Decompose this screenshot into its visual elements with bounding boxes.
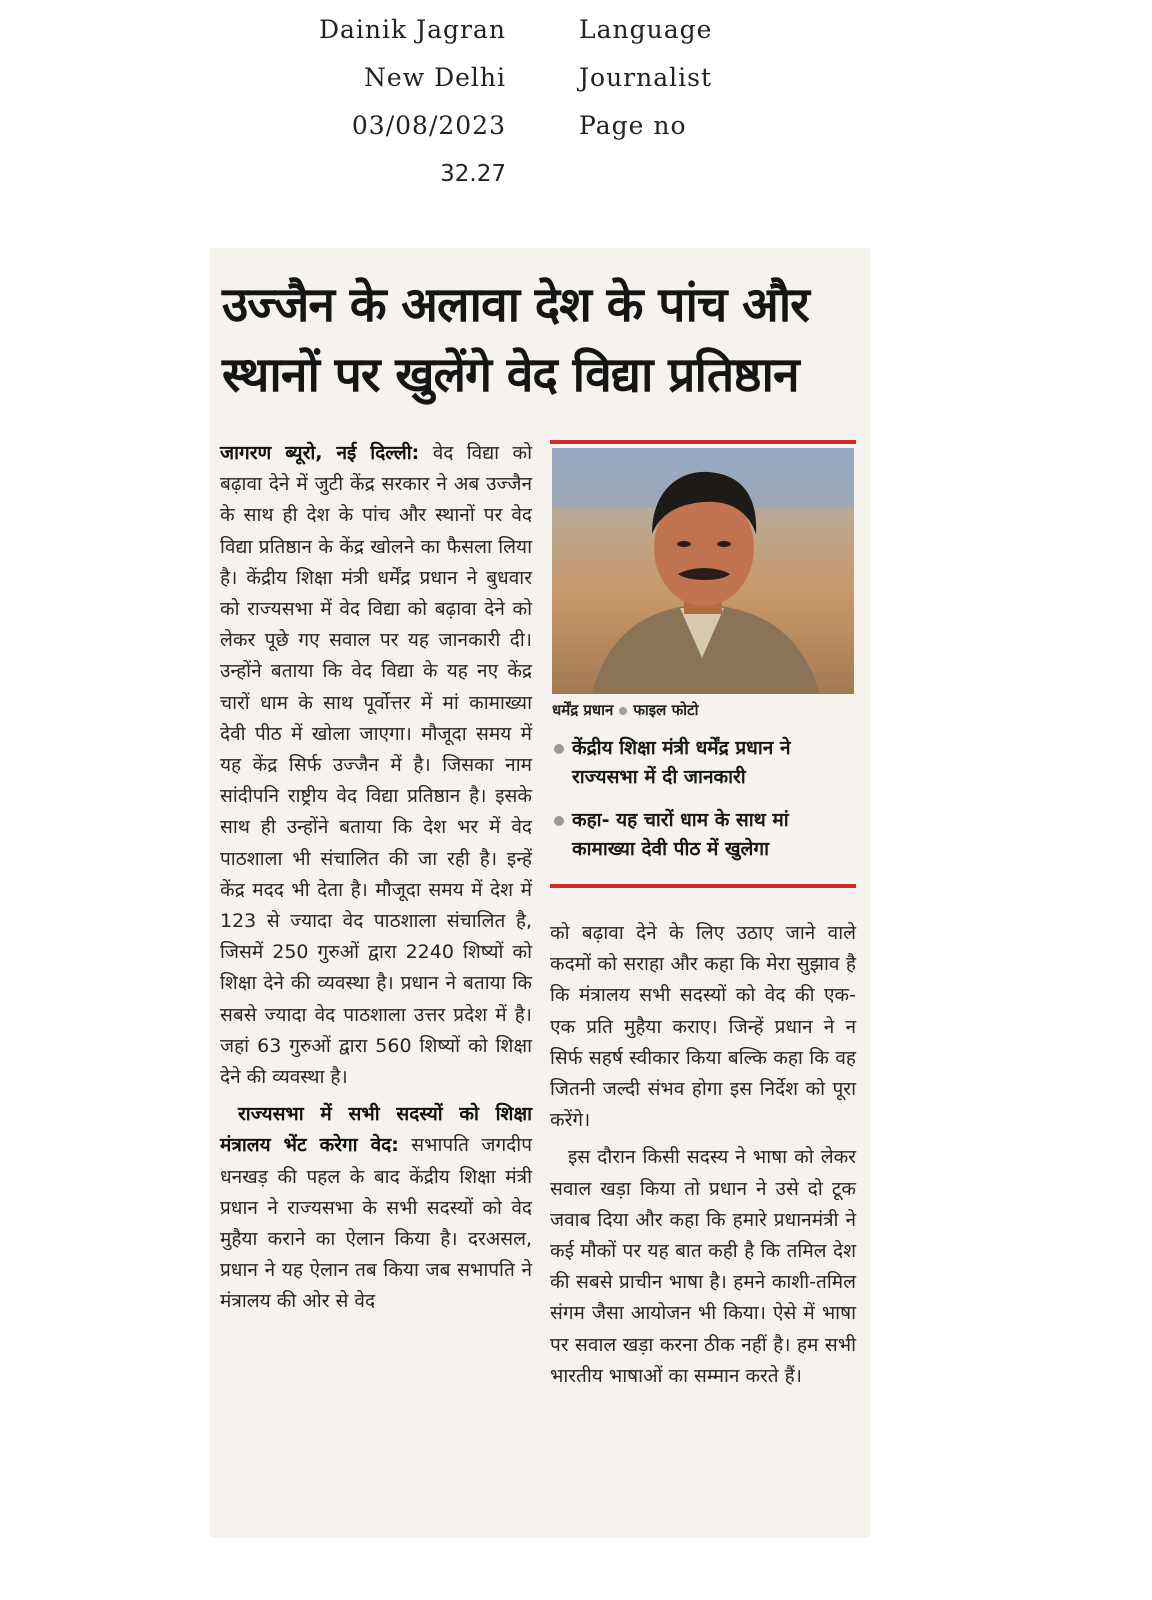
dateline: जागरण ब्यूरो, नई दिल्ली: <box>220 442 420 464</box>
news-clipping <box>210 248 870 1538</box>
minister-photo <box>552 448 854 694</box>
highlight-box-top-rule <box>550 440 856 444</box>
article-paragraph-2-continued: को बढ़ावा देने के लिए उठाए जाने वाले कदमों को सराहा और कहा कि मेरा सुझाव है कि मंत्रालय सभी सदस्यों को वेद की एक-एक प्रति मुहैया कराए। जिन्हें प्रधान ने न सिर्फ सहर्ष स्वीकार किया बल्कि कहा कि वह जितनी जल्दी संभव होगा इस निर्देश को पूरा करेंगे। <box>550 922 856 1132</box>
article-paragraph-1 <box>220 438 532 1093</box>
portrait-illustration <box>552 448 854 694</box>
page-value: 32.27 <box>440 161 506 187</box>
publication-name: Dainik Jagran <box>318 15 506 44</box>
article-headline <box>222 270 862 410</box>
language-label: Language <box>579 15 713 44</box>
bullet-icon <box>554 744 564 754</box>
page-no-label: Page no <box>579 111 687 140</box>
clipping-meta-right <box>579 6 819 150</box>
publication-date: 03/08/2023 <box>351 111 506 140</box>
edition-city: New Delhi <box>364 63 506 92</box>
bullet-icon <box>554 816 564 826</box>
caption-dot-icon <box>619 707 627 715</box>
subheading: राज्यसभा में सभी सदस्यों को शिक्षा मंत्रालय भेंट करेगा वेद: <box>220 1103 532 1157</box>
article-column-right <box>550 918 856 1392</box>
caption-credit: फाइल फोटो <box>633 701 699 719</box>
highlight-list <box>552 734 852 878</box>
highlight-box-bottom-rule <box>550 884 856 888</box>
paragraph-1-text: वेद विद्या को बढ़ावा देने में जुटी केंद्र सरकार ने अब उज्जैन के साथ ही देश के पांच और स्थानों पर वेद विद्या प्रतिष्ठान के केंद्र खोलने का फैसला लिया है। केंद्रीय शिक्षा मंत्री धर्मेंद्र प्रधान ने बुधवार को राज्यसभा में वेद विद्या को बढ़ावा देने को लेकर पूछे गए सवाल पर यह जानकारी दी। उन्होंने बताया कि वेद विद्या के यह नए केंद्र चारों धाम के साथ पूर्वोत्तर में मां कामाख्या देवी पीठ में खोला जाएगा। मौजूदा समय में यह केंद्र सिर्फ उज्जैन में है। जिसका नाम सांदीपनि राष्ट्रीय वेद विद्या प्रतिष्ठान है। इसके साथ ही उन्होंने बताया कि देश भर में वेद पाठशाला भी संचालित की जा रही है। इन्हें केंद्र मदद भी देता है। मौजूदा समय में देश में 123 से ज्यादा वेद पाठशाला संचालित है, जिसमें 250 गुरुओं द्वारा 2240 शिष्यों को शिक्षा देने की व्यवस्था है। प्रधान ने बताया कि सबसे ज्यादा वेद पाठशाला उत्तर प्रदेश में है। जहां 63 गुरुओं द्वारा 560 शिष्यों को शिक्षा देने की व्यवस्था है। <box>220 442 533 1089</box>
article-column-left <box>220 438 532 1318</box>
highlight-text: केंद्रीय शिक्षा मंत्री धर्मेंद्र प्रधान ने राज्यसभा में दी जानकारी <box>572 737 791 788</box>
highlight-item <box>552 734 852 792</box>
photo-caption <box>552 700 854 720</box>
headline-line-2: स्थानों पर खुलेंगे वेद विद्या प्रतिष्ठान <box>222 347 799 403</box>
highlight-text: कहा- यह चारों धाम के साथ मां कामाख्या देवी पीठ में खुलेगा <box>572 809 789 860</box>
caption-name: धर्मेंद्र प्रधान <box>552 701 614 719</box>
headline-line-1: उज्जैन के अलावा देश के पांच और <box>222 277 809 333</box>
article-paragraph-2 <box>220 1099 532 1317</box>
highlight-item <box>552 806 852 864</box>
journalist-label: Journalist <box>579 63 712 92</box>
paragraph-2-text: सभापति जगदीप धनखड़ की पहल के बाद केंद्रीय शिक्षा मंत्री प्रधान ने राज्यसभा के सभी सदस्यों को वेद मुहैया कराने का ऐलान किया है। दरअसल, प्रधान ने यह ऐलान तब किया जब सभापति ने मंत्रालय की ओर से वेद <box>220 1134 532 1313</box>
clipping-meta-left <box>280 6 506 198</box>
article-paragraph-3: इस दौरान किसी सदस्य ने भाषा को लेकर सवाल खड़ा किया तो प्रधान ने उसे दो टूक जवाब दिया और कहा कि हमारे प्रधानमंत्री ने कई मौकों पर यह बात कही है कि तमिल देश की सबसे प्राचीन भाषा है। हमने काशी-तमिल संगम जैसा आयोजन भी किया। ऐसे में भाषा पर सवाल खड़ा करना ठीक नहीं है। हम सभी भारतीय भाषाओं का सम्मान करते हैं। <box>550 1146 856 1387</box>
